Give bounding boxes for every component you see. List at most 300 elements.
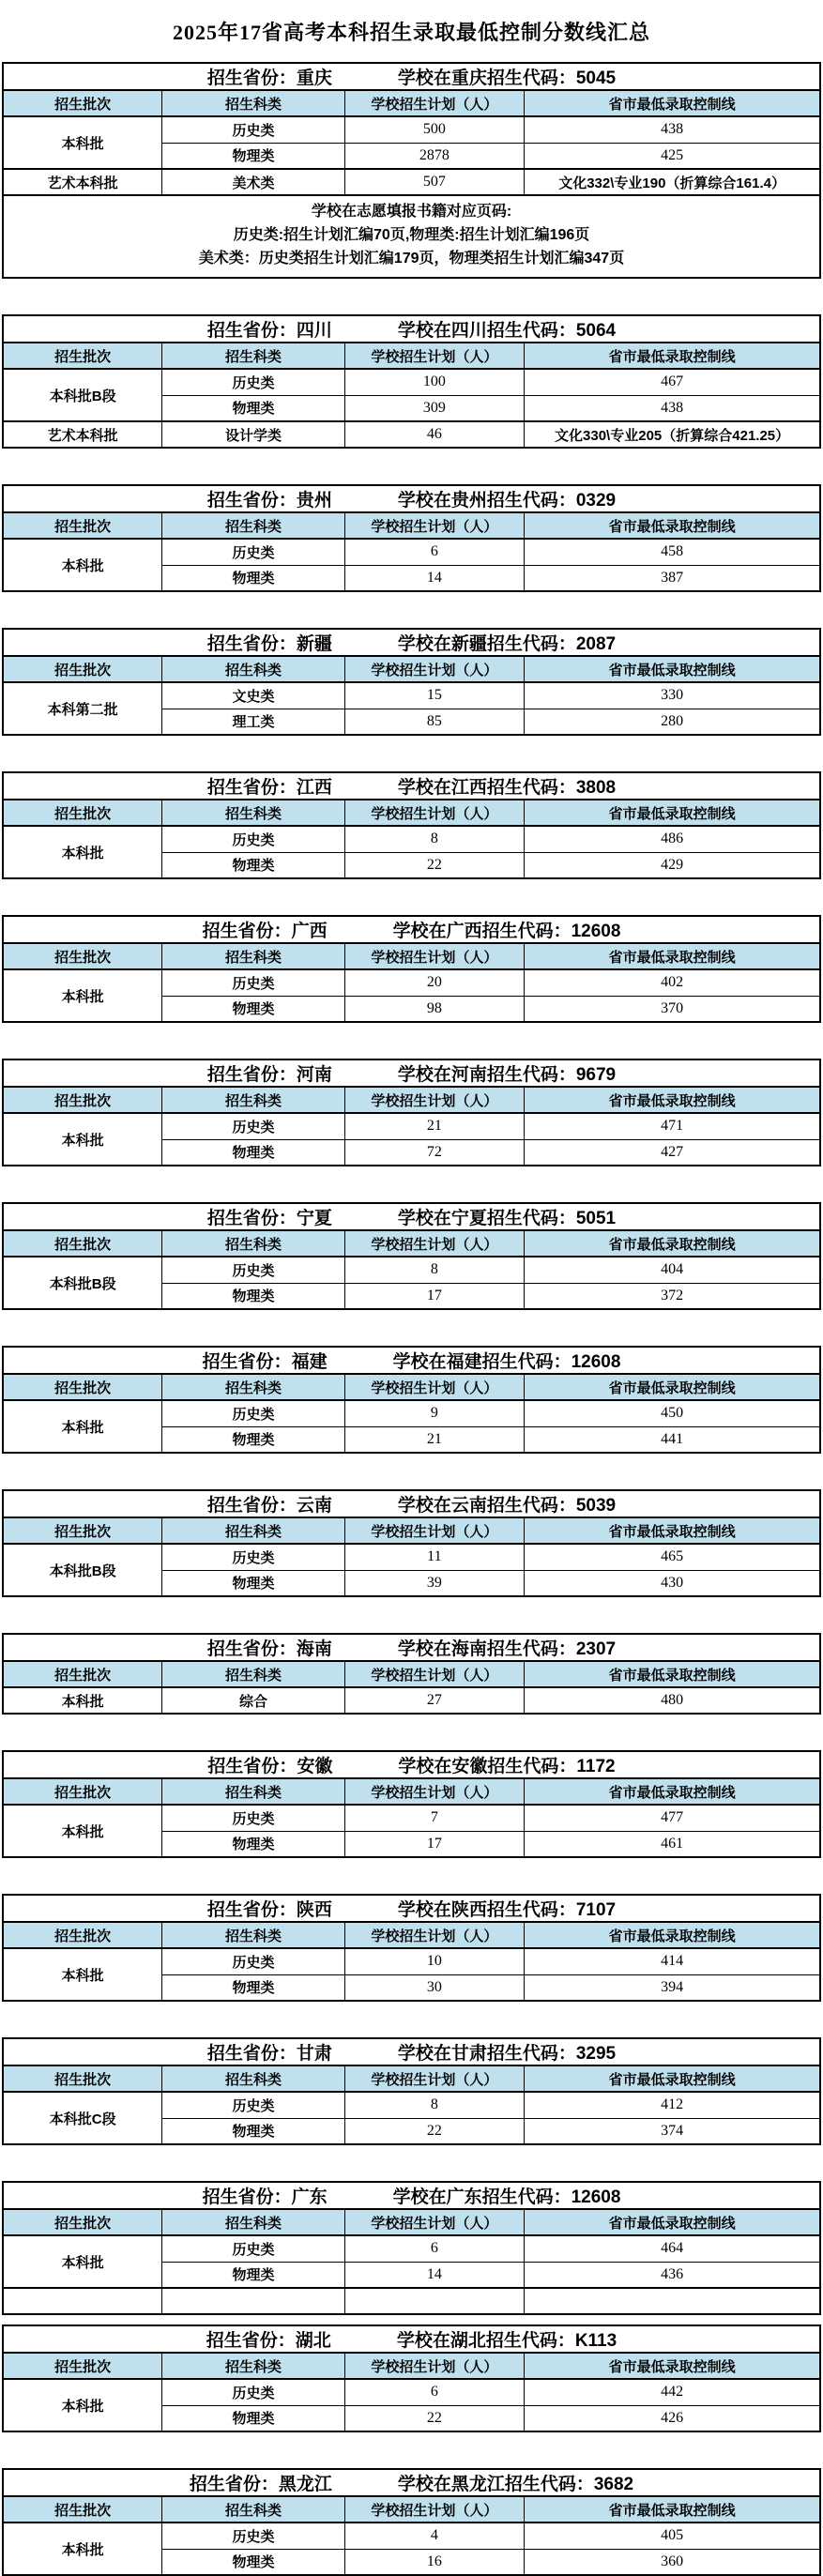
column-header-cell: 招生批次 bbox=[3, 943, 162, 969]
subject-cell: 综合 bbox=[162, 1687, 344, 1714]
province-header-cell bbox=[3, 1203, 820, 1230]
data-row bbox=[3, 1400, 820, 1426]
province-header-cell bbox=[3, 2182, 820, 2209]
batch-cell: 本科批 bbox=[3, 116, 162, 169]
score-line-cell: 465 bbox=[525, 1544, 820, 1570]
province-table bbox=[2, 2181, 821, 2315]
score-line-cell: 330 bbox=[525, 682, 820, 709]
province-name-label: 招生省份：宁夏 bbox=[206, 1209, 332, 1228]
plan-cell: 11 bbox=[344, 1544, 525, 1570]
plan-cell: 10 bbox=[344, 1948, 525, 1974]
plan-cell: 7 bbox=[344, 1805, 525, 1831]
subject-cell: 历史类 bbox=[162, 969, 344, 996]
plan-cell: 30 bbox=[344, 1974, 525, 2001]
batch-cell bbox=[3, 2288, 162, 2314]
data-row bbox=[3, 1687, 820, 1714]
batch-cell: 本科批 bbox=[3, 969, 162, 1022]
score-line-cell: 426 bbox=[525, 2405, 820, 2431]
column-header-cell: 省市最低录取控制线 bbox=[525, 90, 820, 116]
score-line-cell: 438 bbox=[525, 116, 820, 143]
province-table bbox=[2, 771, 821, 879]
province-table bbox=[2, 1059, 821, 1166]
province-table bbox=[2, 2468, 821, 2576]
column-header-row bbox=[3, 656, 820, 682]
batch-cell: 本科批 bbox=[3, 1113, 162, 1166]
score-line-cell: 486 bbox=[525, 826, 820, 852]
column-header-row bbox=[3, 2496, 820, 2523]
province-header-cell bbox=[3, 2325, 820, 2353]
column-header-cell: 学校招生计划（人） bbox=[344, 2496, 525, 2523]
province-header-labels bbox=[7, 1060, 816, 1086]
score-line-cell: 450 bbox=[525, 1400, 820, 1426]
data-row bbox=[3, 2288, 820, 2314]
column-header-row bbox=[3, 512, 820, 539]
subject-cell: 历史类 bbox=[162, 2092, 344, 2118]
column-header-cell: 学校招生计划（人） bbox=[344, 1778, 525, 1805]
column-header-cell: 招生科类 bbox=[162, 512, 344, 539]
column-header-row bbox=[3, 800, 820, 826]
province-name-label: 招生省份：安徽 bbox=[207, 1757, 333, 1776]
score-line-cell: 402 bbox=[525, 969, 820, 996]
score-line-cell: 文化330\专业205（折算综合421.25） bbox=[525, 421, 820, 448]
province-code-label: 学校在四川招生代码：5064 bbox=[397, 321, 617, 341]
score-line-cell: 471 bbox=[525, 1113, 820, 1139]
column-header-cell: 招生批次 bbox=[3, 1778, 162, 1805]
score-line-cell: 480 bbox=[525, 1687, 820, 1714]
plan-cell: 39 bbox=[344, 1570, 525, 1596]
batch-cell: 本科批B段 bbox=[3, 1544, 162, 1596]
column-header-cell: 学校招生计划（人） bbox=[344, 2065, 525, 2092]
batch-cell: 本科批 bbox=[3, 1400, 162, 1453]
province-name-label: 招生省份：四川 bbox=[206, 321, 332, 341]
province-header-cell bbox=[3, 2469, 820, 2496]
data-row bbox=[3, 369, 820, 395]
data-row bbox=[3, 1257, 820, 1283]
score-line-cell: 372 bbox=[525, 1283, 820, 1309]
plan-cell: 98 bbox=[344, 996, 525, 1022]
province-header-labels bbox=[7, 1204, 816, 1229]
score-line-cell: 467 bbox=[525, 369, 820, 395]
province-header-row bbox=[3, 1203, 820, 1230]
subject-cell: 历史类 bbox=[162, 1948, 344, 1974]
column-header-row bbox=[3, 2209, 820, 2235]
column-header-cell: 招生科类 bbox=[162, 656, 344, 682]
plan-cell: 72 bbox=[344, 1139, 525, 1166]
column-header-cell: 招生科类 bbox=[162, 2496, 344, 2523]
page-reference-note-cell bbox=[3, 195, 820, 278]
column-header-row bbox=[3, 2065, 820, 2092]
score-line-cell: 370 bbox=[525, 996, 820, 1022]
column-header-cell: 招生科类 bbox=[162, 1230, 344, 1257]
province-name-label: 招生省份：甘肃 bbox=[206, 2044, 332, 2064]
plan-cell: 8 bbox=[344, 2092, 525, 2118]
subject-cell: 理工类 bbox=[162, 709, 344, 735]
column-header-row bbox=[3, 90, 820, 116]
score-line-cell: 405 bbox=[525, 2523, 820, 2549]
province-header-labels bbox=[7, 1752, 816, 1777]
plan-cell: 27 bbox=[344, 1687, 525, 1714]
plan-cell: 500 bbox=[344, 116, 525, 143]
plan-cell: 46 bbox=[344, 421, 525, 448]
subject-cell: 物理类 bbox=[162, 2262, 344, 2288]
column-header-cell: 省市最低录取控制线 bbox=[525, 1922, 820, 1948]
subject-cell: 历史类 bbox=[162, 826, 344, 852]
plan-cell: 6 bbox=[344, 2235, 525, 2262]
column-header-cell: 招生批次 bbox=[3, 2496, 162, 2523]
data-row bbox=[3, 421, 820, 448]
province-header-cell bbox=[3, 63, 820, 90]
subject-cell: 文史类 bbox=[162, 682, 344, 709]
column-header-cell: 招生批次 bbox=[3, 343, 162, 369]
subject-cell: 物理类 bbox=[162, 395, 344, 421]
province-header-row bbox=[3, 1490, 820, 1517]
province-header-labels bbox=[7, 2326, 816, 2352]
plan-cell bbox=[344, 2288, 525, 2314]
column-header-cell: 招生批次 bbox=[3, 1661, 162, 1687]
column-header-cell: 招生科类 bbox=[162, 800, 344, 826]
data-row bbox=[3, 169, 820, 195]
column-header-cell: 招生科类 bbox=[162, 1922, 344, 1948]
column-header-row bbox=[3, 1230, 820, 1257]
batch-cell: 本科批B段 bbox=[3, 369, 162, 421]
score-line-cell: 374 bbox=[525, 2118, 820, 2144]
subject-cell: 历史类 bbox=[162, 1400, 344, 1426]
column-header-row bbox=[3, 2353, 820, 2379]
plan-cell: 4 bbox=[344, 2523, 525, 2549]
province-header-labels bbox=[7, 2183, 816, 2208]
province-code-label: 学校在黑龙江招生代码：3682 bbox=[397, 2475, 634, 2494]
subject-cell bbox=[162, 2288, 344, 2314]
column-header-cell: 招生批次 bbox=[3, 656, 162, 682]
province-name-label: 招生省份：海南 bbox=[206, 1639, 332, 1659]
data-row bbox=[3, 2379, 820, 2405]
province-table bbox=[2, 1750, 821, 1858]
plan-cell: 309 bbox=[344, 395, 525, 421]
province-header-cell bbox=[3, 1059, 820, 1087]
column-header-cell: 招生批次 bbox=[3, 2209, 162, 2235]
plan-cell: 14 bbox=[344, 2262, 525, 2288]
province-header-row bbox=[3, 2182, 820, 2209]
column-header-row bbox=[3, 1087, 820, 1113]
province-name-label: 招生省份：湖北 bbox=[206, 2331, 331, 2351]
province-header-row bbox=[3, 629, 820, 656]
province-header-cell bbox=[3, 1634, 820, 1661]
data-row bbox=[3, 2092, 820, 2118]
column-header-cell: 招生批次 bbox=[3, 1517, 162, 1544]
province-name-label: 招生省份：黑龙江 bbox=[189, 2475, 332, 2494]
province-header-row bbox=[3, 772, 820, 800]
province-table bbox=[2, 1489, 821, 1597]
column-header-cell: 省市最低录取控制线 bbox=[525, 1517, 820, 1544]
column-header-cell: 招生批次 bbox=[3, 1230, 162, 1257]
score-line-cell: 412 bbox=[525, 2092, 820, 2118]
score-line-cell: 438 bbox=[525, 395, 820, 421]
page-reference-note-line: 历史类:招生计划汇编70页,物理类:招生计划汇编196页 bbox=[233, 227, 590, 243]
batch-cell: 本科批 bbox=[3, 1687, 162, 1714]
province-header-row bbox=[3, 1059, 820, 1087]
column-header-cell: 省市最低录取控制线 bbox=[525, 2496, 820, 2523]
column-header-cell: 学校招生计划（人） bbox=[344, 90, 525, 116]
score-line-cell: 441 bbox=[525, 1426, 820, 1453]
column-header-cell: 学校招生计划（人） bbox=[344, 1230, 525, 1257]
column-header-cell: 招生批次 bbox=[3, 1374, 162, 1400]
column-header-cell: 学校招生计划（人） bbox=[344, 2209, 525, 2235]
province-header-labels bbox=[7, 1896, 816, 1921]
score-line-cell: 430 bbox=[525, 1570, 820, 1596]
batch-cell: 艺术本科批 bbox=[3, 421, 162, 448]
plan-cell: 2878 bbox=[344, 143, 525, 169]
province-header-labels bbox=[7, 1491, 816, 1517]
plan-cell: 17 bbox=[344, 1831, 525, 1857]
plan-cell: 15 bbox=[344, 682, 525, 709]
province-header-labels bbox=[7, 1348, 816, 1373]
province-header-row bbox=[3, 1895, 820, 1922]
plan-cell: 14 bbox=[344, 565, 525, 591]
plan-cell: 9 bbox=[344, 1400, 525, 1426]
batch-cell: 本科批 bbox=[3, 1948, 162, 2001]
province-header-row bbox=[3, 485, 820, 512]
province-name-label: 招生省份：贵州 bbox=[206, 491, 332, 511]
column-header-cell: 招生批次 bbox=[3, 800, 162, 826]
column-header-cell: 省市最低录取控制线 bbox=[525, 1087, 820, 1113]
page-reference-note-row bbox=[3, 195, 820, 278]
batch-cell: 本科批 bbox=[3, 2235, 162, 2288]
column-header-cell: 省市最低录取控制线 bbox=[525, 343, 820, 369]
province-header-labels bbox=[7, 316, 816, 342]
column-header-cell: 招生批次 bbox=[3, 2353, 162, 2379]
subject-cell: 历史类 bbox=[162, 1257, 344, 1283]
province-header-row bbox=[3, 2038, 820, 2065]
province-name-label: 招生省份：新疆 bbox=[206, 634, 332, 654]
subject-cell: 物理类 bbox=[162, 1139, 344, 1166]
province-header-cell bbox=[3, 1895, 820, 1922]
province-table bbox=[2, 2324, 821, 2432]
data-row bbox=[3, 1113, 820, 1139]
province-table bbox=[2, 62, 821, 279]
column-header-cell: 学校招生计划（人） bbox=[344, 2353, 525, 2379]
plan-cell: 100 bbox=[344, 369, 525, 395]
province-name-label: 招生省份：广西 bbox=[202, 922, 328, 941]
province-code-label: 学校在广东招生代码：12608 bbox=[392, 2187, 621, 2207]
score-line-cell: 464 bbox=[525, 2235, 820, 2262]
page-reference-note-line: 美术类：历史类招生计划汇编179页，物理类招生计划汇编347页 bbox=[198, 251, 625, 267]
province-header-labels bbox=[7, 773, 816, 799]
column-header-cell: 学校招生计划（人） bbox=[344, 512, 525, 539]
province-table bbox=[2, 1202, 821, 1310]
province-code-label: 学校在新疆招生代码：2087 bbox=[397, 634, 617, 654]
column-header-cell: 招生科类 bbox=[162, 1517, 344, 1544]
province-header-row bbox=[3, 315, 820, 343]
province-header-row bbox=[3, 1751, 820, 1778]
subject-cell: 物理类 bbox=[162, 1831, 344, 1857]
column-header-cell: 省市最低录取控制线 bbox=[525, 512, 820, 539]
column-header-cell: 招生科类 bbox=[162, 343, 344, 369]
score-line-cell: 387 bbox=[525, 565, 820, 591]
province-header-cell bbox=[3, 485, 820, 512]
subject-cell: 物理类 bbox=[162, 565, 344, 591]
province-code-label: 学校在陕西招生代码：7107 bbox=[397, 1900, 617, 1920]
plan-cell: 17 bbox=[344, 1283, 525, 1309]
province-code-label: 学校在湖北招生代码：K113 bbox=[396, 2331, 617, 2351]
column-header-cell: 招生科类 bbox=[162, 2065, 344, 2092]
column-header-cell: 学校招生计划（人） bbox=[344, 800, 525, 826]
province-table bbox=[2, 915, 821, 1023]
province-code-label: 学校在江西招生代码：3808 bbox=[397, 778, 617, 798]
column-header-row bbox=[3, 1661, 820, 1687]
column-header-row bbox=[3, 943, 820, 969]
column-header-cell: 省市最低录取控制线 bbox=[525, 1661, 820, 1687]
column-header-cell: 招生科类 bbox=[162, 1778, 344, 1805]
subject-cell: 历史类 bbox=[162, 116, 344, 143]
batch-cell: 本科批 bbox=[3, 1805, 162, 1857]
column-header-cell: 招生科类 bbox=[162, 2353, 344, 2379]
data-row bbox=[3, 539, 820, 565]
province-table bbox=[2, 314, 821, 449]
province-header-cell bbox=[3, 2038, 820, 2065]
column-header-row bbox=[3, 1778, 820, 1805]
data-row bbox=[3, 116, 820, 143]
plan-cell: 20 bbox=[344, 969, 525, 996]
province-name-label: 招生省份：重庆 bbox=[206, 69, 332, 88]
column-header-cell: 学校招生计划（人） bbox=[344, 1922, 525, 1948]
subject-cell: 历史类 bbox=[162, 539, 344, 565]
column-header-row bbox=[3, 1922, 820, 1948]
province-header-labels bbox=[7, 630, 816, 655]
score-line-cell: 436 bbox=[525, 2262, 820, 2288]
province-header-row bbox=[3, 1634, 820, 1661]
column-header-cell: 学校招生计划（人） bbox=[344, 1517, 525, 1544]
province-code-label: 学校在宁夏招生代码：5051 bbox=[397, 1209, 617, 1228]
province-name-label: 招生省份：云南 bbox=[206, 1496, 332, 1516]
column-header-cell: 招生批次 bbox=[3, 90, 162, 116]
province-header-cell bbox=[3, 916, 820, 943]
score-line-cell: 461 bbox=[525, 1831, 820, 1857]
score-line-cell: 442 bbox=[525, 2379, 820, 2405]
province-header-row bbox=[3, 2325, 820, 2353]
subject-cell: 物理类 bbox=[162, 2405, 344, 2431]
data-row bbox=[3, 1805, 820, 1831]
subject-cell: 物理类 bbox=[162, 143, 344, 169]
column-header-cell: 省市最低录取控制线 bbox=[525, 2065, 820, 2092]
column-header-cell: 学校招生计划（人） bbox=[344, 1087, 525, 1113]
subject-cell: 美术类 bbox=[162, 169, 344, 195]
column-header-cell: 学校招生计划（人） bbox=[344, 1661, 525, 1687]
batch-cell: 本科批 bbox=[3, 2379, 162, 2431]
province-name-label: 招生省份：陕西 bbox=[206, 1900, 332, 1920]
plan-cell: 85 bbox=[344, 709, 525, 735]
subject-cell: 物理类 bbox=[162, 996, 344, 1022]
province-name-label: 招生省份：河南 bbox=[206, 1065, 332, 1085]
column-header-cell: 学校招生计划（人） bbox=[344, 656, 525, 682]
province-code-label: 学校在河南招生代码：9679 bbox=[397, 1065, 617, 1085]
province-code-label: 学校在贵州招生代码：0329 bbox=[397, 491, 617, 511]
column-header-cell: 招生批次 bbox=[3, 512, 162, 539]
subject-cell: 物理类 bbox=[162, 1283, 344, 1309]
score-line-cell: 414 bbox=[525, 1948, 820, 1974]
plan-cell: 22 bbox=[344, 2118, 525, 2144]
plan-cell: 8 bbox=[344, 1257, 525, 1283]
subject-cell: 历史类 bbox=[162, 2235, 344, 2262]
subject-cell: 历史类 bbox=[162, 1544, 344, 1570]
province-header-labels bbox=[7, 2470, 816, 2495]
province-header-row bbox=[3, 1347, 820, 1374]
province-header-cell bbox=[3, 629, 820, 656]
column-header-cell: 省市最低录取控制线 bbox=[525, 656, 820, 682]
subject-cell: 物理类 bbox=[162, 852, 344, 878]
column-header-cell: 省市最低录取控制线 bbox=[525, 943, 820, 969]
plan-cell: 21 bbox=[344, 1426, 525, 1453]
province-name-label: 招生省份：江西 bbox=[206, 778, 332, 798]
column-header-cell: 省市最低录取控制线 bbox=[525, 2209, 820, 2235]
column-header-cell: 招生科类 bbox=[162, 1087, 344, 1113]
batch-cell: 本科批B段 bbox=[3, 1257, 162, 1309]
batch-cell: 本科第二批 bbox=[3, 682, 162, 735]
province-name-label: 招生省份：广东 bbox=[202, 2187, 328, 2207]
province-code-label: 学校在广西招生代码：12608 bbox=[392, 922, 621, 941]
batch-cell: 本科批 bbox=[3, 2523, 162, 2575]
column-header-cell: 省市最低录取控制线 bbox=[525, 800, 820, 826]
plan-cell: 6 bbox=[344, 539, 525, 565]
score-line-cell: 477 bbox=[525, 1805, 820, 1831]
column-header-cell: 招生科类 bbox=[162, 90, 344, 116]
score-line-cell: 280 bbox=[525, 709, 820, 735]
score-line-cell: 404 bbox=[525, 1257, 820, 1283]
province-header-row bbox=[3, 916, 820, 943]
column-header-cell: 学校招生计划（人） bbox=[344, 343, 525, 369]
column-header-cell: 省市最低录取控制线 bbox=[525, 2353, 820, 2379]
data-row bbox=[3, 1948, 820, 1974]
province-table bbox=[2, 2037, 821, 2145]
batch-cell: 本科批 bbox=[3, 539, 162, 591]
data-row bbox=[3, 682, 820, 709]
province-header-cell bbox=[3, 1347, 820, 1374]
subject-cell: 物理类 bbox=[162, 1570, 344, 1596]
column-header-cell: 招生批次 bbox=[3, 1087, 162, 1113]
column-header-cell: 学校招生计划（人） bbox=[344, 1374, 525, 1400]
score-line-cell: 文化332\专业190（折算综合161.4） bbox=[525, 169, 820, 195]
score-line-cell: 425 bbox=[525, 143, 820, 169]
column-header-cell: 省市最低录取控制线 bbox=[525, 1230, 820, 1257]
column-header-cell: 学校招生计划（人） bbox=[344, 943, 525, 969]
data-row bbox=[3, 826, 820, 852]
subject-cell: 历史类 bbox=[162, 2523, 344, 2549]
province-header-row bbox=[3, 2469, 820, 2496]
subject-cell: 物理类 bbox=[162, 1974, 344, 2001]
subject-cell: 历史类 bbox=[162, 1113, 344, 1139]
plan-cell: 22 bbox=[344, 852, 525, 878]
province-header-cell bbox=[3, 1751, 820, 1778]
score-line-cell bbox=[525, 2288, 820, 2314]
data-row bbox=[3, 2523, 820, 2549]
province-header-labels bbox=[7, 1635, 816, 1660]
province-code-label: 学校在福建招生代码：12608 bbox=[392, 1352, 621, 1372]
province-name-label: 招生省份：福建 bbox=[202, 1352, 328, 1372]
subject-cell: 历史类 bbox=[162, 1805, 344, 1831]
column-header-cell: 招生批次 bbox=[3, 2065, 162, 2092]
province-code-label: 学校在海南招生代码：2307 bbox=[397, 1639, 617, 1659]
column-header-cell: 招生科类 bbox=[162, 1661, 344, 1687]
batch-cell: 艺术本科批 bbox=[3, 169, 162, 195]
page-title: 2025年17省高考本科招生录取最低控制分数线汇总 bbox=[172, 20, 650, 44]
plan-cell: 507 bbox=[344, 169, 525, 195]
data-row bbox=[3, 1544, 820, 1570]
plan-cell: 16 bbox=[344, 2549, 525, 2575]
column-header-cell: 招生科类 bbox=[162, 943, 344, 969]
page-reference-note-line: 学校在志愿填报书籍对应页码: bbox=[311, 204, 512, 220]
province-header-row bbox=[3, 63, 820, 90]
province-code-label: 学校在安徽招生代码：1172 bbox=[398, 1757, 616, 1776]
column-header-cell: 招生批次 bbox=[3, 1922, 162, 1948]
